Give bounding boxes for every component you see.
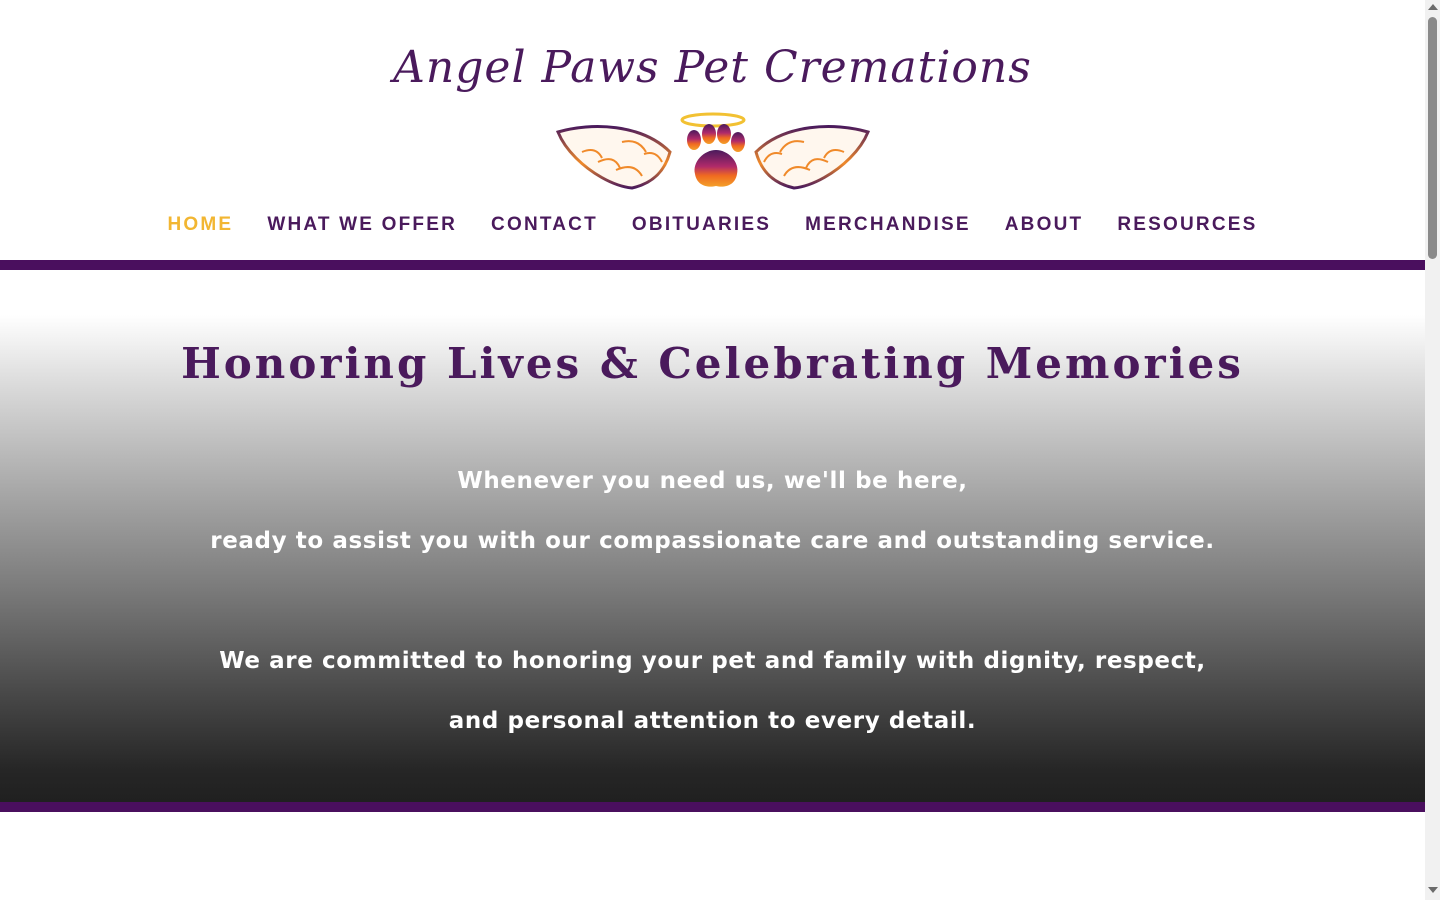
- nav-item-merchandise[interactable]: MERCHANDISE: [805, 214, 971, 235]
- scrollbar-thumb[interactable]: [1428, 17, 1437, 259]
- hero-text-line: ready to assist you with our compassionate care and outstanding service.: [210, 528, 1215, 554]
- nav-item-about[interactable]: ABOUT: [1004, 214, 1084, 235]
- header-divider: [0, 260, 1425, 270]
- nav-item-obituaries[interactable]: OBITUARIES: [631, 214, 772, 235]
- nav-item-home[interactable]: HOME: [167, 214, 234, 235]
- scroll-up-icon[interactable]: [1428, 4, 1438, 10]
- hero-text-line: Whenever you need us, we'll be here,: [457, 468, 968, 494]
- hero-text-line: and personal attention to every detail.: [448, 708, 977, 734]
- hero-title: Honoring Lives & Celebrating Memories: [181, 339, 1244, 388]
- nav-item-contact[interactable]: CONTACT: [491, 214, 598, 235]
- hero-section: [0, 270, 1425, 802]
- logo-wordmark: Angel Paws Pet Cremations: [393, 42, 1032, 93]
- scroll-down-icon[interactable]: [1428, 887, 1438, 893]
- page-scrollbar[interactable]: [1425, 0, 1440, 900]
- hero-divider: [0, 802, 1425, 812]
- site-logo[interactable]: [0, 30, 1425, 190]
- hero-text-line: We are committed to honoring your pet and family with dignity, respect,: [219, 648, 1206, 674]
- nav-item-resources[interactable]: RESOURCES: [1117, 214, 1258, 235]
- main-nav: [0, 210, 1425, 240]
- nav-item-what-we-offer[interactable]: WHAT WE OFFER: [267, 214, 458, 235]
- angel-paw-logo-icon: [552, 112, 874, 194]
